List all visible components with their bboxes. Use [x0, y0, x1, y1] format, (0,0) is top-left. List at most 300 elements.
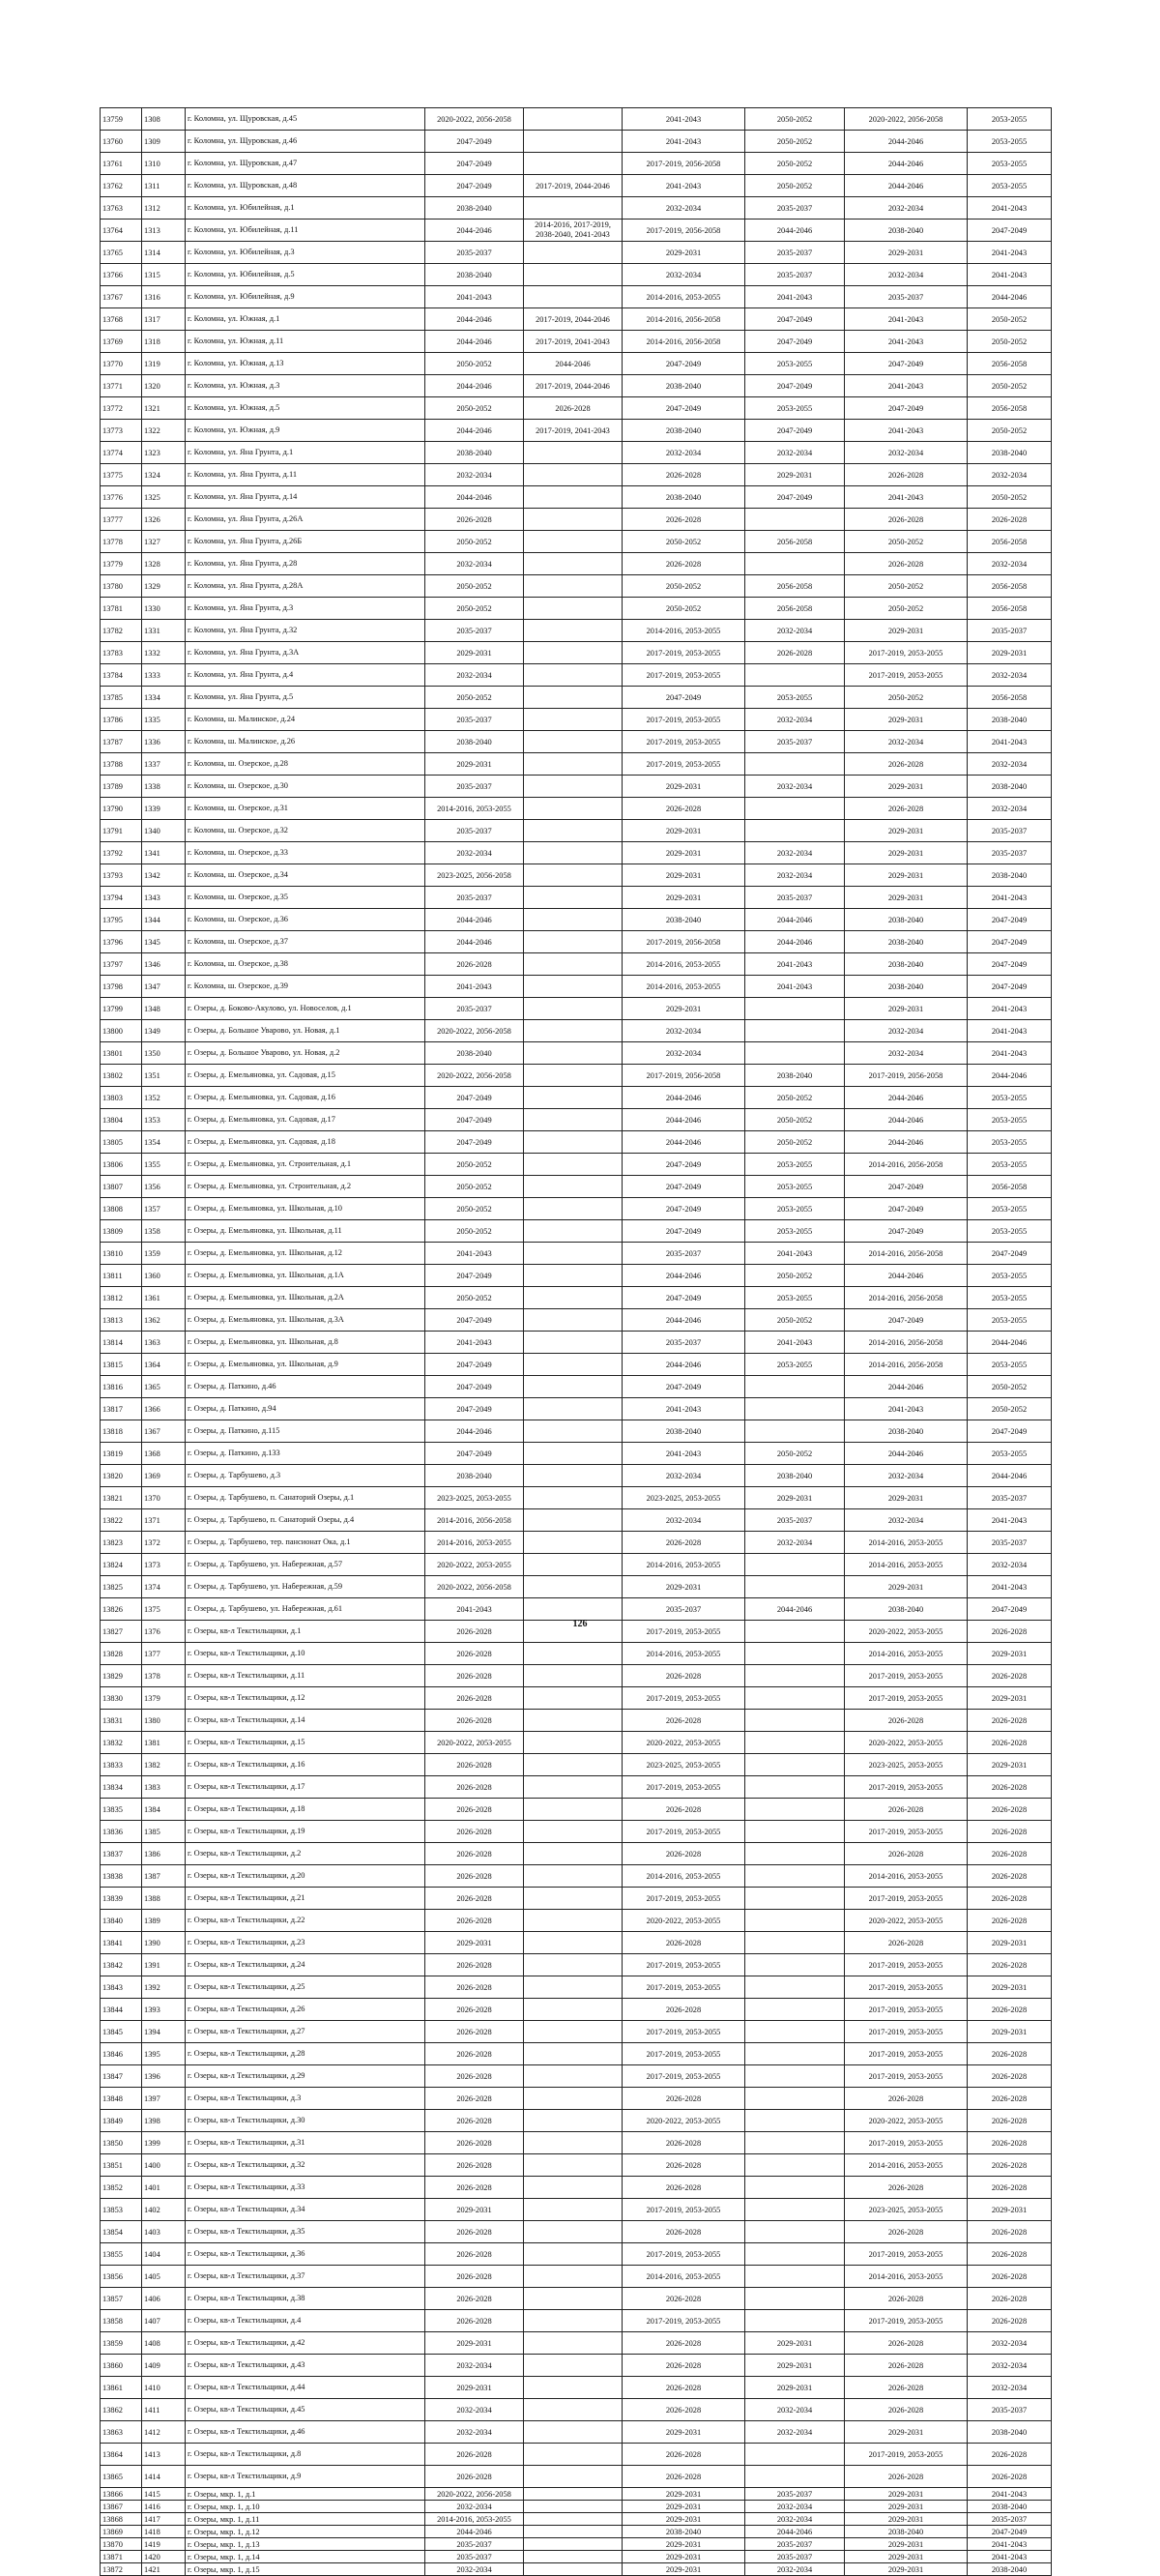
period-col-3-cell: 2017-2019, 2053-2055 [623, 2065, 745, 2088]
period-col-6-cell: 2041-2043 [968, 242, 1052, 264]
period-col-1-cell: 2041-2043 [425, 1243, 524, 1265]
row-number-cell: 13818 [101, 1420, 142, 1443]
period-col-3-cell: 2044-2046 [623, 1087, 745, 1109]
row-number-cell: 13792 [101, 842, 142, 864]
address-cell: г. Озеры, д. Паткино, д.94 [186, 1398, 425, 1420]
table-row [101, 131, 1052, 153]
house-id-cell: 1398 [142, 2110, 186, 2132]
table-row [101, 2221, 1052, 2243]
period-col-4-cell [745, 1932, 845, 1954]
period-col-6-cell: 2029-2031 [968, 1643, 1052, 1665]
address-cell: г. Озеры, мкр. 1, д.13 [186, 2538, 425, 2551]
table-row [101, 2266, 1052, 2288]
period-col-2-cell [524, 2444, 623, 2466]
period-col-2-cell [524, 887, 623, 909]
period-col-6-cell: 2041-2043 [968, 1509, 1052, 1532]
table-row [101, 1532, 1052, 1554]
row-number-cell: 13827 [101, 1621, 142, 1643]
period-col-1-cell: 2026-2028 [425, 1910, 524, 1932]
house-id-cell: 1309 [142, 131, 186, 153]
period-col-4-cell: 2047-2049 [745, 331, 845, 353]
address-cell: г. Озеры, мкр. 1, д.12 [186, 2526, 425, 2538]
address-cell: г. Коломна, ш. Озерское, д.28 [186, 753, 425, 776]
row-number-cell: 13791 [101, 820, 142, 842]
row-number-cell: 13779 [101, 553, 142, 575]
house-id-cell: 1414 [142, 2466, 186, 2488]
period-col-3-cell: 2035-2037 [623, 1598, 745, 1621]
period-col-3-cell: 2038-2040 [623, 486, 745, 509]
period-col-5-cell: 2017-2019, 2053-2055 [845, 1687, 968, 1710]
table-row [101, 998, 1052, 1020]
period-col-2-cell [524, 1687, 623, 1710]
house-id-cell: 1359 [142, 1243, 186, 1265]
period-col-6-cell: 2056-2058 [968, 687, 1052, 709]
table-row [101, 2538, 1052, 2551]
period-col-6-cell: 2053-2055 [968, 1265, 1052, 1287]
period-col-6-cell: 2053-2055 [968, 1354, 1052, 1376]
table-row [101, 1932, 1052, 1954]
period-col-6-cell: 2041-2043 [968, 887, 1052, 909]
period-col-5-cell: 2044-2046 [845, 1109, 968, 1131]
period-col-2-cell [524, 776, 623, 798]
period-col-6-cell: 2035-2037 [968, 1487, 1052, 1509]
period-col-6-cell: 2032-2034 [968, 2332, 1052, 2355]
house-id-cell: 1322 [142, 420, 186, 442]
period-col-5-cell: 2026-2028 [845, 2177, 968, 2199]
row-number-cell: 13775 [101, 464, 142, 486]
period-col-3-cell: 2026-2028 [623, 2177, 745, 2199]
address-cell: г. Озеры, д. Тарбушево, д.3 [186, 1465, 425, 1487]
period-col-6-cell: 2050-2052 [968, 1398, 1052, 1420]
table-row [101, 464, 1052, 486]
table-row [101, 842, 1052, 864]
period-col-5-cell: 2032-2034 [845, 264, 968, 286]
period-col-4-cell [745, 509, 845, 531]
period-col-2-cell [524, 1865, 623, 1888]
period-col-4-cell: 2056-2058 [745, 575, 845, 598]
period-col-3-cell: 2014-2016, 2053-2055 [623, 1865, 745, 1888]
house-id-cell: 1315 [142, 264, 186, 286]
period-col-1-cell: 2044-2046 [425, 375, 524, 397]
house-id-cell: 1371 [142, 1509, 186, 1532]
row-number-cell: 13800 [101, 1020, 142, 1042]
address-cell: г. Коломна, ул. Юбилейная, д.5 [186, 264, 425, 286]
row-number-cell: 13835 [101, 1799, 142, 1821]
period-col-6-cell: 2035-2037 [968, 820, 1052, 842]
table-row [101, 1888, 1052, 1910]
period-col-1-cell: 2014-2016, 2056-2058 [425, 1509, 524, 1532]
table-row [101, 1020, 1052, 1042]
table-row [101, 1687, 1052, 1710]
period-col-6-cell: 2035-2037 [968, 842, 1052, 864]
row-number-cell: 13769 [101, 331, 142, 353]
house-id-cell: 1324 [142, 464, 186, 486]
period-col-5-cell: 2032-2034 [845, 1020, 968, 1042]
table-row [101, 264, 1052, 286]
house-id-cell: 1418 [142, 2526, 186, 2538]
address-cell: г. Коломна, ш. Озерское, д.38 [186, 953, 425, 976]
table-row [101, 108, 1052, 131]
period-col-2-cell [524, 2466, 623, 2488]
house-id-cell: 1326 [142, 509, 186, 531]
row-number-cell: 13857 [101, 2288, 142, 2310]
period-col-5-cell: 2041-2043 [845, 420, 968, 442]
row-number-cell: 13847 [101, 2065, 142, 2088]
period-col-5-cell: 2044-2046 [845, 1131, 968, 1154]
period-col-1-cell: 2026-2028 [425, 2266, 524, 2288]
row-number-cell: 13845 [101, 2021, 142, 2043]
row-number-cell: 13855 [101, 2243, 142, 2266]
period-col-4-cell [745, 2266, 845, 2288]
period-col-4-cell: 2035-2037 [745, 887, 845, 909]
period-col-4-cell [745, 1020, 845, 1042]
period-col-6-cell: 2053-2055 [968, 1443, 1052, 1465]
period-col-6-cell: 2035-2037 [968, 620, 1052, 642]
period-col-1-cell: 2032-2034 [425, 2355, 524, 2377]
period-col-6-cell: 2032-2034 [968, 753, 1052, 776]
table-row [101, 420, 1052, 442]
period-col-6-cell: 2029-2031 [968, 2199, 1052, 2221]
address-cell: г. Коломна, ул. Яна Грунта, д.3А [186, 642, 425, 664]
period-col-1-cell: 2044-2046 [425, 220, 524, 242]
house-id-cell: 1331 [142, 620, 186, 642]
address-cell: г. Коломна, ул. Южная, д.1 [186, 308, 425, 331]
period-col-2-cell [524, 1754, 623, 1776]
period-col-3-cell: 2029-2031 [623, 864, 745, 887]
period-col-2-cell [524, 1020, 623, 1042]
period-col-3-cell: 2020-2022, 2053-2055 [623, 1910, 745, 1932]
period-col-6-cell: 2032-2034 [968, 2355, 1052, 2377]
period-col-4-cell: 2032-2034 [745, 2399, 845, 2421]
table-row [101, 620, 1052, 642]
table-row [101, 153, 1052, 175]
period-col-6-cell: 2026-2028 [968, 1621, 1052, 1643]
period-col-6-cell: 2047-2049 [968, 220, 1052, 242]
table-row [101, 486, 1052, 509]
period-col-5-cell: 2014-2016, 2056-2058 [845, 1332, 968, 1354]
address-cell: г. Озеры, кв-л Текстильщики, д.12 [186, 1687, 425, 1710]
period-col-6-cell: 2047-2049 [968, 909, 1052, 931]
row-number-cell: 13776 [101, 486, 142, 509]
period-col-6-cell: 2029-2031 [968, 1687, 1052, 1710]
period-col-1-cell: 2047-2049 [425, 1354, 524, 1376]
period-col-1-cell: 2032-2034 [425, 842, 524, 864]
period-col-5-cell: 2020-2022, 2053-2055 [845, 1910, 968, 1932]
row-number-cell: 13798 [101, 976, 142, 998]
address-cell: г. Озеры, кв-л Текстильщики, д.32 [186, 2154, 425, 2177]
house-id-cell: 1330 [142, 598, 186, 620]
period-col-6-cell: 2026-2028 [968, 2288, 1052, 2310]
period-col-1-cell: 2035-2037 [425, 998, 524, 1020]
period-col-2-cell [524, 464, 623, 486]
period-col-6-cell: 2053-2055 [968, 108, 1052, 131]
row-number-cell: 13842 [101, 1954, 142, 1976]
period-col-5-cell: 2047-2049 [845, 1176, 968, 1198]
period-col-5-cell: 2032-2034 [845, 197, 968, 220]
address-cell: г. Коломна, ул. Яна Грунта, д.11 [186, 464, 425, 486]
period-col-2-cell [524, 2177, 623, 2199]
address-cell: г. Озеры, кв-л Текстильщики, д.4 [186, 2310, 425, 2332]
house-id-cell: 1392 [142, 1976, 186, 1999]
row-number-cell: 13825 [101, 1576, 142, 1598]
period-col-1-cell: 2026-2028 [425, 2132, 524, 2154]
period-col-3-cell: 2014-2016, 2053-2055 [623, 2266, 745, 2288]
period-col-2-cell [524, 1376, 623, 1398]
row-number-cell: 13863 [101, 2421, 142, 2444]
house-id-cell: 1334 [142, 687, 186, 709]
address-cell: г. Озеры, кв-л Текстильщики, д.14 [186, 1710, 425, 1732]
row-number-cell: 13851 [101, 2154, 142, 2177]
period-col-6-cell: 2041-2043 [968, 2551, 1052, 2563]
period-col-3-cell: 2044-2046 [623, 1131, 745, 1154]
period-col-5-cell: 2029-2031 [845, 998, 968, 1020]
period-col-6-cell: 2056-2058 [968, 575, 1052, 598]
period-col-4-cell: 2032-2034 [745, 2563, 845, 2576]
period-col-3-cell: 2017-2019, 2053-2055 [623, 709, 745, 731]
period-col-6-cell: 2053-2055 [968, 1220, 1052, 1243]
period-col-4-cell [745, 1710, 845, 1732]
period-col-2-cell [524, 2551, 623, 2563]
period-col-6-cell: 2044-2046 [968, 1465, 1052, 1487]
period-col-3-cell: 2026-2028 [623, 1799, 745, 1821]
period-col-2-cell [524, 1398, 623, 1420]
period-col-2-cell [524, 1576, 623, 1598]
period-col-6-cell: 2035-2037 [968, 2513, 1052, 2526]
period-col-5-cell: 2026-2028 [845, 2332, 968, 2355]
period-col-2-cell [524, 1954, 623, 1976]
period-col-6-cell: 2053-2055 [968, 153, 1052, 175]
period-col-1-cell: 2026-2028 [425, 1754, 524, 1776]
table-row [101, 1821, 1052, 1843]
period-col-1-cell: 2026-2028 [425, 2243, 524, 2266]
period-col-5-cell: 2047-2049 [845, 1198, 968, 1220]
table-row [101, 1376, 1052, 1398]
period-col-2-cell [524, 2526, 623, 2538]
house-id-cell: 1310 [142, 153, 186, 175]
period-col-5-cell: 2032-2034 [845, 1042, 968, 1065]
row-number-cell: 13809 [101, 1220, 142, 1243]
period-col-3-cell: 2017-2019, 2053-2055 [623, 2310, 745, 2332]
period-col-1-cell: 2044-2046 [425, 931, 524, 953]
period-col-3-cell: 2035-2037 [623, 1332, 745, 1354]
period-col-3-cell: 2029-2031 [623, 2563, 745, 2576]
address-cell: г. Коломна, ул. Яна Грунта, д.5 [186, 687, 425, 709]
period-col-6-cell: 2041-2043 [968, 998, 1052, 1020]
period-col-5-cell: 2023-2025, 2053-2055 [845, 1754, 968, 1776]
period-col-2-cell: 2026-2028 [524, 397, 623, 420]
table-row [101, 531, 1052, 553]
period-col-3-cell: 2017-2019, 2053-2055 [623, 753, 745, 776]
period-col-1-cell: 2038-2040 [425, 442, 524, 464]
address-cell: г. Коломна, ул. Яна Грунта, д.32 [186, 620, 425, 642]
address-cell: г. Коломна, ш. Озерское, д.39 [186, 976, 425, 998]
period-col-4-cell: 2032-2034 [745, 709, 845, 731]
period-col-6-cell: 2026-2028 [968, 1710, 1052, 1732]
period-col-6-cell: 2026-2028 [968, 2177, 1052, 2199]
table-body [101, 108, 1052, 2576]
period-col-5-cell: 2029-2031 [845, 2488, 968, 2501]
period-col-6-cell: 2047-2049 [968, 1598, 1052, 1621]
table-row [101, 2110, 1052, 2132]
house-id-cell: 1348 [142, 998, 186, 1020]
period-col-2-cell [524, 2377, 623, 2399]
period-col-2-cell [524, 575, 623, 598]
period-col-1-cell: 2047-2049 [425, 1443, 524, 1465]
address-cell: г. Озеры, кв-л Текстильщики, д.2 [186, 1843, 425, 1865]
house-id-cell: 1373 [142, 1554, 186, 1576]
period-col-3-cell: 2017-2019, 2053-2055 [623, 642, 745, 664]
house-id-cell: 1411 [142, 2399, 186, 2421]
period-col-3-cell: 2035-2037 [623, 1243, 745, 1265]
period-col-3-cell: 2017-2019, 2053-2055 [623, 1888, 745, 1910]
house-id-cell: 1350 [142, 1042, 186, 1065]
house-id-cell: 1378 [142, 1665, 186, 1687]
house-id-cell: 1394 [142, 2021, 186, 2043]
period-col-3-cell: 2032-2034 [623, 264, 745, 286]
period-col-2-cell [524, 664, 623, 687]
address-cell: г. Озеры, кв-л Текстильщики, д.25 [186, 1976, 425, 1999]
house-id-cell: 1386 [142, 1843, 186, 1865]
table-row [101, 1176, 1052, 1198]
period-col-1-cell: 2026-2028 [425, 2444, 524, 2466]
period-col-5-cell: 2017-2019, 2053-2055 [845, 664, 968, 687]
period-col-1-cell: 2026-2028 [425, 2221, 524, 2243]
period-col-4-cell: 2032-2034 [745, 842, 845, 864]
table-row [101, 976, 1052, 998]
table-row [101, 2551, 1052, 2563]
period-col-4-cell: 2047-2049 [745, 420, 845, 442]
period-col-5-cell: 2017-2019, 2053-2055 [845, 2021, 968, 2043]
period-col-4-cell: 2050-2052 [745, 153, 845, 175]
house-id-cell: 1366 [142, 1398, 186, 1420]
period-col-1-cell: 2026-2028 [425, 1821, 524, 1843]
period-col-5-cell: 2026-2028 [845, 1843, 968, 1865]
table-row [101, 642, 1052, 664]
address-cell: г. Озеры, кв-л Текстильщики, д.36 [186, 2243, 425, 2266]
period-col-5-cell: 2038-2040 [845, 2526, 968, 2538]
row-number-cell: 13821 [101, 1487, 142, 1509]
period-col-3-cell: 2029-2031 [623, 2513, 745, 2526]
period-col-1-cell: 2026-2028 [425, 2088, 524, 2110]
period-col-3-cell: 2026-2028 [623, 2221, 745, 2243]
period-col-1-cell: 2047-2049 [425, 153, 524, 175]
row-number-cell: 13850 [101, 2132, 142, 2154]
row-number-cell: 13846 [101, 2043, 142, 2065]
repair-schedule-table [100, 107, 1052, 2576]
period-col-1-cell: 2041-2043 [425, 286, 524, 308]
period-col-4-cell [745, 1042, 845, 1065]
period-col-2-cell [524, 2043, 623, 2065]
table-row [101, 242, 1052, 264]
period-col-4-cell [745, 664, 845, 687]
period-col-4-cell: 2029-2031 [745, 464, 845, 486]
period-col-2-cell [524, 2021, 623, 2043]
period-col-3-cell: 2032-2034 [623, 1042, 745, 1065]
row-number-cell: 13802 [101, 1065, 142, 1087]
house-id-cell: 1374 [142, 1576, 186, 1598]
table-row [101, 1732, 1052, 1754]
row-number-cell: 13808 [101, 1198, 142, 1220]
period-col-6-cell: 2026-2028 [968, 2132, 1052, 2154]
period-col-4-cell: 2053-2055 [745, 1198, 845, 1220]
table-row [101, 664, 1052, 687]
period-col-5-cell: 2038-2040 [845, 220, 968, 242]
period-col-1-cell: 2029-2031 [425, 1932, 524, 1954]
period-col-1-cell: 2029-2031 [425, 753, 524, 776]
address-cell: г. Коломна, ул. Щуровская, д.48 [186, 175, 425, 197]
period-col-5-cell: 2047-2049 [845, 397, 968, 420]
period-col-1-cell: 2035-2037 [425, 709, 524, 731]
period-col-1-cell: 2026-2028 [425, 2177, 524, 2199]
period-col-4-cell: 2041-2043 [745, 953, 845, 976]
period-col-6-cell: 2041-2043 [968, 731, 1052, 753]
row-number-cell: 13838 [101, 1865, 142, 1888]
period-col-5-cell: 2029-2031 [845, 2501, 968, 2513]
period-col-2-cell [524, 709, 623, 731]
period-col-3-cell: 2041-2043 [623, 1443, 745, 1465]
period-col-1-cell: 2029-2031 [425, 642, 524, 664]
address-cell: г. Озеры, кв-л Текстильщики, д.26 [186, 1999, 425, 2021]
period-col-2-cell: 2014-2016, 2017-2019, 2038-2040, 2041-2043 [524, 220, 623, 242]
house-id-cell: 1308 [142, 108, 186, 131]
house-id-cell: 1376 [142, 1621, 186, 1643]
period-col-6-cell: 2044-2046 [968, 1065, 1052, 1087]
period-col-2-cell [524, 953, 623, 976]
period-col-5-cell: 2029-2031 [845, 2551, 968, 2563]
house-id-cell: 1379 [142, 1687, 186, 1710]
period-col-6-cell: 2026-2028 [968, 1843, 1052, 1865]
row-number-cell: 13781 [101, 598, 142, 620]
table-row [101, 2526, 1052, 2538]
period-col-5-cell: 2014-2016, 2053-2055 [845, 1643, 968, 1665]
address-cell: г. Озеры, д. Большое Уварово, ул. Новая, д.2 [186, 1042, 425, 1065]
address-cell: г. Коломна, ул. Яна Грунта, д.1 [186, 442, 425, 464]
period-col-1-cell: 2041-2043 [425, 976, 524, 998]
row-number-cell: 13859 [101, 2332, 142, 2355]
address-cell: г. Озеры, д. Емельяновка, ул. Школьная, д.11 [186, 1220, 425, 1243]
period-col-5-cell: 2014-2016, 2056-2058 [845, 1243, 968, 1265]
row-number-cell: 13793 [101, 864, 142, 887]
house-id-cell: 1385 [142, 1821, 186, 1843]
period-col-3-cell: 2017-2019, 2053-2055 [623, 2021, 745, 2043]
table-row [101, 331, 1052, 353]
period-col-6-cell: 2026-2028 [968, 1665, 1052, 1687]
period-col-4-cell [745, 998, 845, 1020]
period-col-3-cell: 2014-2016, 2053-2055 [623, 1643, 745, 1665]
period-col-4-cell [745, 1665, 845, 1687]
table-row [101, 709, 1052, 731]
row-number-cell: 13830 [101, 1687, 142, 1710]
period-col-4-cell: 2038-2040 [745, 1465, 845, 1487]
house-id-cell: 1406 [142, 2288, 186, 2310]
table-row [101, 1910, 1052, 1932]
period-col-3-cell: 2038-2040 [623, 1420, 745, 1443]
house-id-cell: 1421 [142, 2563, 186, 2576]
period-col-2-cell [524, 1042, 623, 1065]
period-col-1-cell: 2020-2022, 2056-2058 [425, 1576, 524, 1598]
period-col-3-cell: 2017-2019, 2053-2055 [623, 2243, 745, 2266]
row-number-cell: 13803 [101, 1087, 142, 1109]
period-col-3-cell: 2038-2040 [623, 909, 745, 931]
period-col-1-cell: 2035-2037 [425, 820, 524, 842]
period-col-6-cell: 2053-2055 [968, 131, 1052, 153]
address-cell: г. Озеры, кв-л Текстильщики, д.11 [186, 1665, 425, 1687]
period-col-4-cell [745, 2110, 845, 2132]
period-col-3-cell: 2026-2028 [623, 2288, 745, 2310]
house-id-cell: 1364 [142, 1354, 186, 1376]
period-col-4-cell: 2035-2037 [745, 264, 845, 286]
row-number-cell: 13819 [101, 1443, 142, 1465]
